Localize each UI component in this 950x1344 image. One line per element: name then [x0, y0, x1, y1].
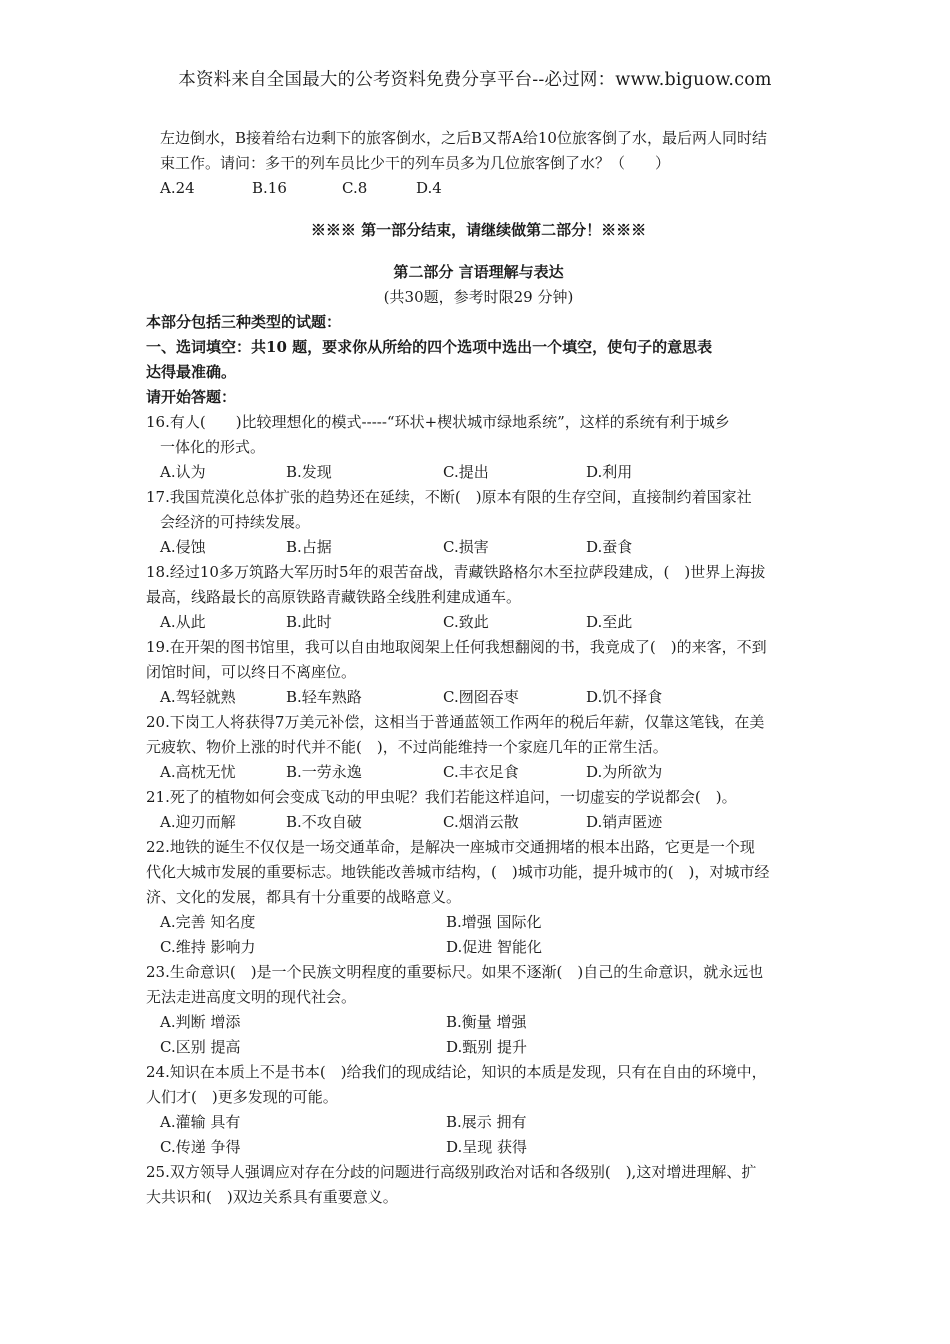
part-two-subtitle: (共30题，参考时限29 分钟)	[383, 288, 574, 306]
option-b: B.展示 拥有	[446, 1113, 527, 1131]
option-a: A.驾轻就熟	[160, 688, 236, 706]
question-text-line: 闭馆时间，可以终日不离座位。	[146, 663, 357, 681]
option-c: C.丰衣足食	[443, 763, 519, 781]
document-body	[146, 126, 811, 1210]
options-row	[146, 460, 811, 485]
question-text-line: 左边倒水，B接着给右边剩下的旅客倒水，之后B又帮A给10位旅客倒了水，最后两人同时结	[160, 129, 767, 147]
question-text-line: 济、文化的发展，都具有十分重要的战略意义。	[146, 888, 462, 906]
question-text-line: 最高，线路最长的高原铁路青藏铁路全线胜利建成通车。	[146, 588, 522, 606]
option-a: A.灌输 具有	[160, 1113, 241, 1131]
option-c: C.8	[342, 179, 368, 197]
section-one-instruction: 达得最准确。	[146, 363, 237, 381]
options-row	[146, 1110, 811, 1135]
question-text-line: 代化大城市发展的重要标志。地铁能改善城市结构，( )城市功能，提升城市的( )，对城市经	[146, 863, 770, 881]
question-text-line: 20.下岗工人将获得7万美元补偿，这相当于普通蓝领工作两年的税后年薪，仅靠这笔钱，在美	[146, 713, 765, 731]
option-d: D.饥不择食	[586, 688, 663, 706]
option-c: C.提出	[443, 463, 489, 481]
options-row	[146, 685, 811, 710]
options-row	[146, 935, 811, 960]
section-one-instruction: 一、选词填空：共10 题，要求你从所给的四个选项中选出一个填空，使句子的意思表	[146, 338, 713, 356]
question-text-line: 一体化的形式。	[160, 438, 266, 456]
question-text-line: 元疲软、物价上涨的时代并不能( )，不过尚能维持一个家庭几年的正常生活。	[146, 738, 668, 756]
question-text-line: 22.地铁的诞生不仅仅是一场交通革命，是解决一座城市交通拥堵的根本出路，它更是一个现	[146, 838, 755, 856]
option-b: B.一劳永逸	[286, 763, 362, 781]
option-a: A.24	[160, 179, 195, 197]
part-two-title: 第二部分 言语理解与表达	[393, 263, 564, 281]
part-two-description: 本部分包括三种类型的试题：	[146, 313, 342, 331]
question-text-line: 24.知识在本质上不是书本( )给我们的现成结论，知识的本质是发现，只有在自由的环境中，	[146, 1063, 767, 1081]
option-d: D.为所欲为	[586, 763, 663, 781]
question-text-line: 16.有人( )比较理想化的模式-----“环状+楔状城市绿地系统”，这样的系统有利于城乡	[146, 413, 730, 431]
option-b: B.占据	[286, 538, 332, 556]
options-row	[146, 1010, 811, 1035]
options-row	[146, 610, 811, 635]
option-a: A.判断 增添	[160, 1013, 241, 1031]
question-text-line: 19.在开架的图书馆里，我可以自由地取阅架上任何我想翻阅的书，我竟成了( )的来客，不到	[146, 638, 767, 656]
question-text-line: 21.死了的植物如何会变成飞动的甲虫呢？我们若能这样追问，一切虚妄的学说都会( )。	[146, 788, 737, 806]
option-c: C.维持 影响力	[160, 938, 256, 956]
intro-options	[146, 176, 811, 201]
start-answering: 请开始答题：	[146, 388, 237, 406]
question-list	[146, 410, 811, 1210]
question-item	[146, 560, 811, 635]
option-c: C.传递 争得	[160, 1138, 241, 1156]
question-text-line: 束工作。请问：多干的列车员比少干的列车员多为几位旅客倒了水？（ ）	[160, 154, 671, 172]
option-d: D.蚕食	[586, 538, 633, 556]
question-text-line: 人们才( )更多发现的可能。	[146, 1088, 338, 1106]
option-d: D.利用	[586, 463, 633, 481]
option-c: C.烟消云散	[443, 813, 519, 831]
intro-question	[146, 126, 811, 201]
question-item	[146, 835, 811, 960]
part-one-end-notice: ※※※ 第一部分结束，请继续做第二部分！※※※	[310, 221, 647, 239]
options-row	[146, 1135, 811, 1160]
question-text-line: 23.生命意识( )是一个民族文明程度的重要标尺。如果不逐渐( )自己的生命意识，就永远也	[146, 963, 764, 981]
question-item	[146, 710, 811, 785]
option-c: C.区别 提高	[160, 1038, 241, 1056]
question-text-line: 25.双方领导人强调应对存在分歧的问题进行高级别政治对话和各级别( ),这对增进理解、扩	[146, 1163, 757, 1181]
option-b: B.增强 国际化	[446, 913, 542, 931]
option-d: D.4	[416, 179, 442, 197]
option-a: A.从此	[160, 613, 206, 631]
question-text-line: 会经济的可持续发展。	[160, 513, 311, 531]
option-a: A.完善 知名度	[160, 913, 256, 931]
option-b: B.16	[252, 179, 287, 197]
option-c: C.损害	[443, 538, 489, 556]
page-header: 本资料来自全国最大的公考资料免费分享平台--必过网：www.biguow.com	[178, 70, 772, 90]
option-b: B.衡量 增强	[446, 1013, 527, 1031]
option-d: D.促进 智能化	[446, 938, 543, 956]
option-b: B.轻车熟路	[286, 688, 362, 706]
options-row	[146, 910, 811, 935]
option-c: C.致此	[443, 613, 489, 631]
option-d: D.甄别 提升	[446, 1038, 528, 1056]
question-item	[146, 485, 811, 560]
option-d: D.销声匿迹	[586, 813, 663, 831]
options-row	[146, 760, 811, 785]
option-d: D.至此	[586, 613, 633, 631]
option-c: C.囫囵吞枣	[443, 688, 519, 706]
question-item	[146, 785, 811, 835]
question-item	[146, 410, 811, 485]
question-text-line: 无法走进高度文明的现代社会。	[146, 988, 357, 1006]
option-a: A.认为	[160, 463, 206, 481]
option-a: A.侵蚀	[160, 538, 206, 556]
option-d: D.呈现 获得	[446, 1138, 528, 1156]
options-row	[146, 1035, 811, 1060]
question-item	[146, 1060, 811, 1160]
question-item	[146, 635, 811, 710]
option-a: A.迎刃而解	[160, 813, 236, 831]
question-text-line: 大共识和( )双边关系具有重要意义。	[146, 1188, 398, 1206]
option-b: B.不攻自破	[286, 813, 362, 831]
question-item	[146, 960, 811, 1060]
question-text-line: 17.我国荒漠化总体扩张的趋势还在延续，不断( )原本有限的生存空间，直接制约着国家社	[146, 488, 752, 506]
options-row	[146, 810, 811, 835]
question-item	[146, 1160, 811, 1210]
option-a: A.高枕无忧	[160, 763, 236, 781]
option-b: B.此时	[286, 613, 332, 631]
option-b: B.发现	[286, 463, 332, 481]
options-row	[146, 535, 811, 560]
question-text-line: 18.经过10多万筑路大军历时5年的艰苦奋战，青藏铁路格尔木至拉萨段建成，( )世界上海拔	[146, 563, 766, 581]
